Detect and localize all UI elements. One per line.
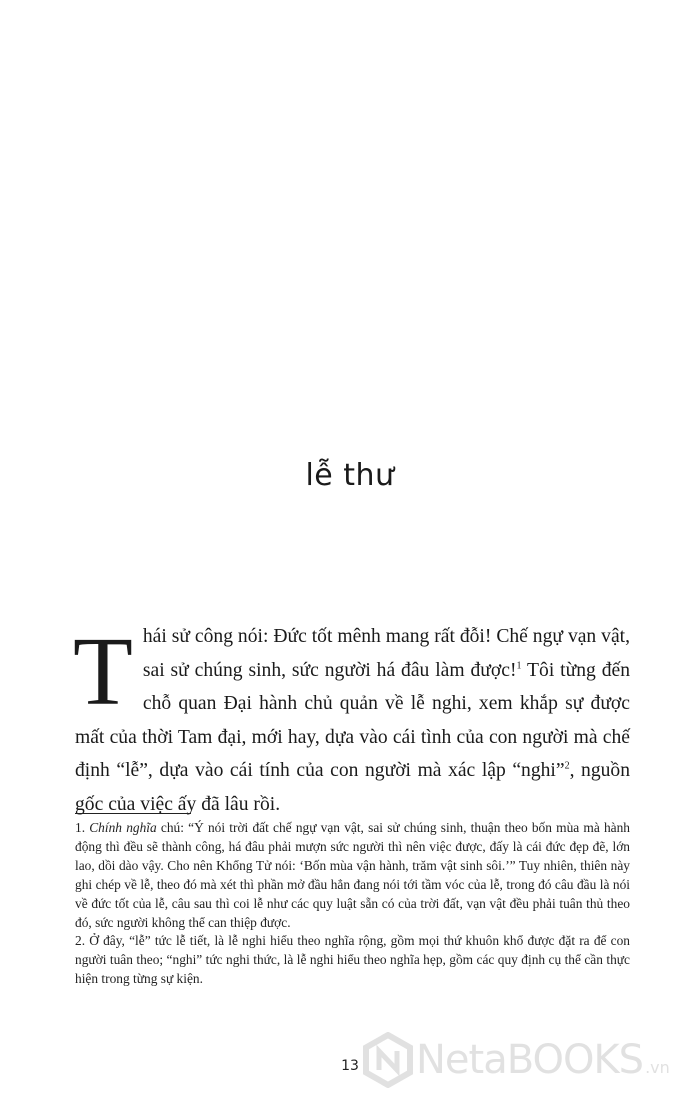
footnotes: [75, 819, 630, 989]
body-text: [75, 620, 630, 821]
footnote-ref-1[interactable]: 1: [516, 659, 522, 671]
page-number: 13: [341, 1058, 359, 1074]
footnote-1-number: 1.: [75, 820, 90, 835]
chapter-title: lễ thư: [305, 458, 395, 493]
footnote-divider: [75, 813, 191, 814]
footnote-1: [75, 819, 630, 932]
watermark-tld: .vn: [645, 1057, 670, 1077]
body-text-part3: , nguồn gốc của việc ấy đã lâu rồi.: [75, 760, 631, 815]
body-paragraph: [75, 620, 630, 821]
watermark-brand: NetaBOOKS: [416, 1037, 644, 1083]
footnote-1-source: Chính nghĩa: [89, 820, 157, 835]
footnote-ref-2[interactable]: 2: [564, 760, 570, 772]
footnote-1-text: chú: “Ý nói trời đất chế ngự vạn vật, sai sử chúng sinh, thuận theo bốn mùa mà hành động thì đều sẽ thành công, há đâu phải mượn sức người thì nên việc được, đấy là cái đức đẹp đẽ, lớn lao, dồi dào vậy. Cho nên Khổng Tử nói: ‘Bốn mùa vận hành, trăm vật sinh sôi.’” Tuy nhiên, thiên này ghi chép về lễ, theo đó mà xét thì phần mở đầu hẳn đang nói tới tầm vóc của lễ, trong đó câu đầu là nói về đức tốt của lễ, câu sau thì coi lễ như các quy luật sẵn có của trời đất, vạn vật đều phải tuân thủ theo đó, sức người không thể can thiệp được.: [75, 820, 630, 930]
watermark: [360, 1032, 670, 1088]
neta-logo-icon: [360, 1032, 416, 1088]
drop-cap: T: [73, 618, 133, 726]
body-text-part1: hái sử công nói: Đức tốt mênh mang rất đỗi! Chế ngự vạn vật, sai sử chúng sinh, sức người há đâu làm được!: [142, 626, 630, 681]
body-text-part2: Tôi từng đến chỗ quan Đại hành chủ quản về lễ nghi, xem khắp sự được mất của thời Tam đại, mới hay, dựa vào cái tình của con người mà chế định “lễ”, dựa vào cái tính của con người mà xác lập “nghi”: [75, 659, 631, 781]
footnote-2: 2. Ở đây, “lễ” tức lễ tiết, là lễ nghi hiểu theo nghĩa rộng, gồm mọi thứ khuôn khổ được đặt ra để con người tuân theo; “nghi” tức nghi thức, là lễ nghi hiểu theo nghĩa hẹp, gồm các quy định cụ thể cần thực hiện trong từng sự kiện.: [75, 933, 630, 987]
